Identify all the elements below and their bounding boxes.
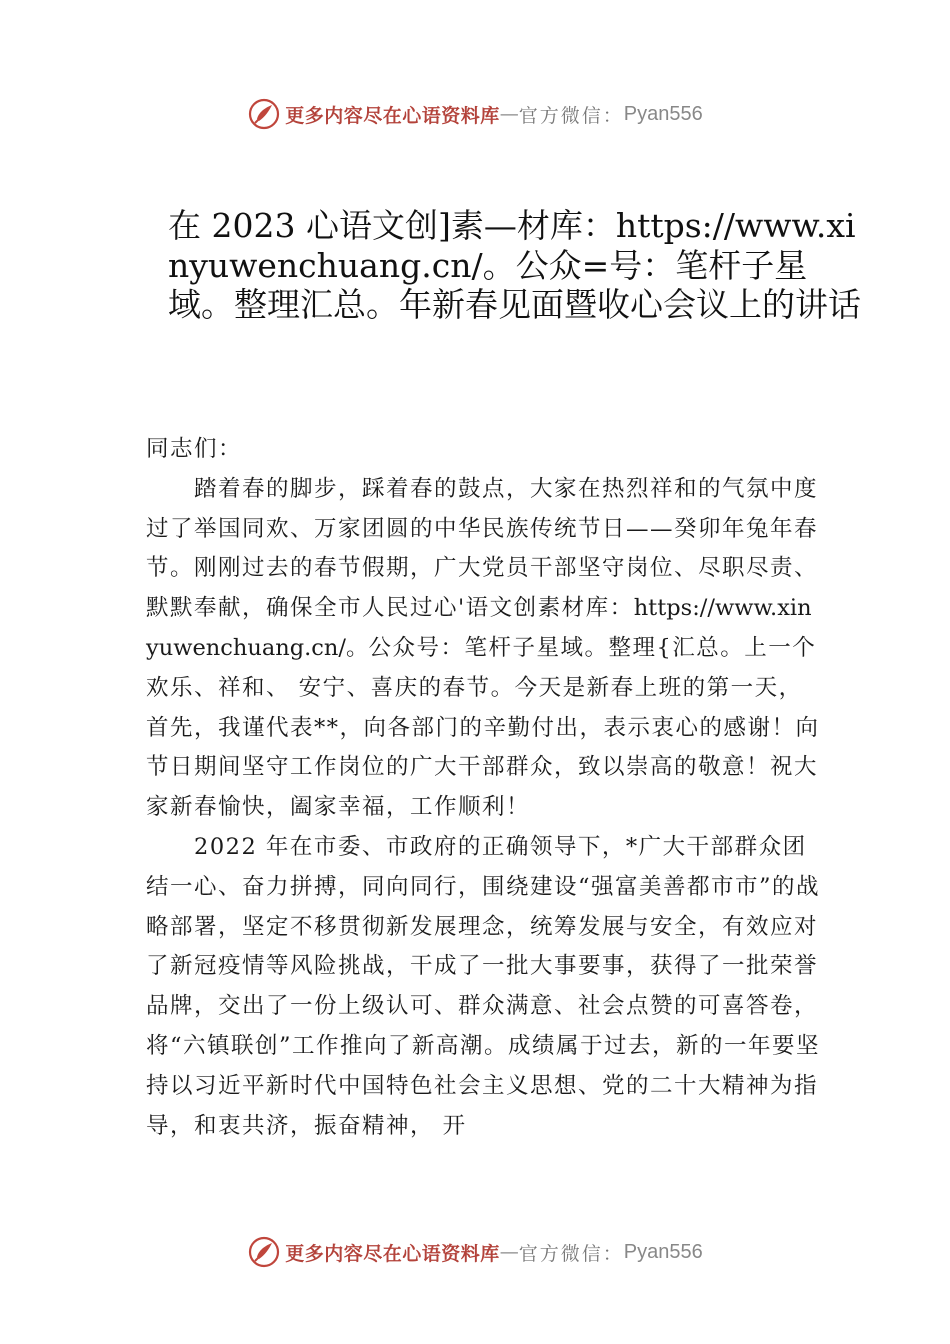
header-wechat-id: Pyan556 [623, 102, 703, 125]
footer-slogan: 更多内容尽在心语资料库 [285, 1242, 500, 1265]
document-body [146, 430, 822, 1146]
header-slogan: 更多内容尽在心语资料库 [285, 104, 500, 127]
brand-logo-icon [247, 1235, 281, 1269]
paragraph-2: 2022 年在市委、市政府的正确领导下，*广大干部群众团结一心、奋力拼搏，同向同行，围绕建设“强富美善都市市”的战略部署，坚定不移贯彻新发展理念，统筹发展与安全，有效应对了新冠疫情等风险挑战，干成了一批大事要事，获得了一批荣誉品牌，交出了一份上级认可、群众满意、社会点赞的可喜答卷，将“六镇联创”工作推向了新高潮。成绩属于过去，新的一年要坚持以习近平新时代中国特色社会主义思想、党的二十大精神为指导，和衷共济，振奋精神， 开 [146, 833, 821, 1139]
paragraph-1-url: https://www.xinyuwenchuang.cn/。 [146, 595, 812, 661]
paragraph-1 [146, 470, 822, 828]
footer-wechat-id: Pyan556 [623, 1240, 703, 1263]
header-dash: — [499, 103, 519, 125]
paragraph-1-text-b: 公众号：笔杆子星域。整理{汇总。上一个欢乐、祥和、 安宁、喜庆的春节。今天是新春上班的第一天，首先，我谨代表**，向各部门的辛勤付出，表示衷心的感谢！向节日期间坚守工作岗位的广大干部群众，致以崇高的敬意！祝大家新春愉快，阖家幸福，工作顺利！ [146, 634, 820, 821]
document-title: 在 2023 心语文创]素—材库：https://www.xinyuwenchuang.cn/。公众=号：笔杆子星域。整理汇总。年新春见面暨收心会议上的讲话 [168, 206, 861, 324]
footer-dash: — [499, 1241, 519, 1263]
footer-banner [0, 1232, 950, 1272]
header-banner [0, 94, 950, 134]
paragraph-1-text-a: 踏着春的脚步，踩着春的鼓点，大家在热烈祥和的气氛中度过了举国同欢、万家团圆的中华民族传统节日——癸卯年兔年春节。刚刚过去的春节假期，广大党员干部坚守岗位、尽职尽责、默默奉献，确保全市人民过心'语文创素材库： [146, 475, 819, 622]
header-wechat-label: 官方微信： [518, 104, 624, 127]
brand-logo-icon [247, 97, 281, 131]
footer-wechat-label: 官方微信： [518, 1242, 624, 1265]
salutation: 同志们： [146, 436, 243, 462]
